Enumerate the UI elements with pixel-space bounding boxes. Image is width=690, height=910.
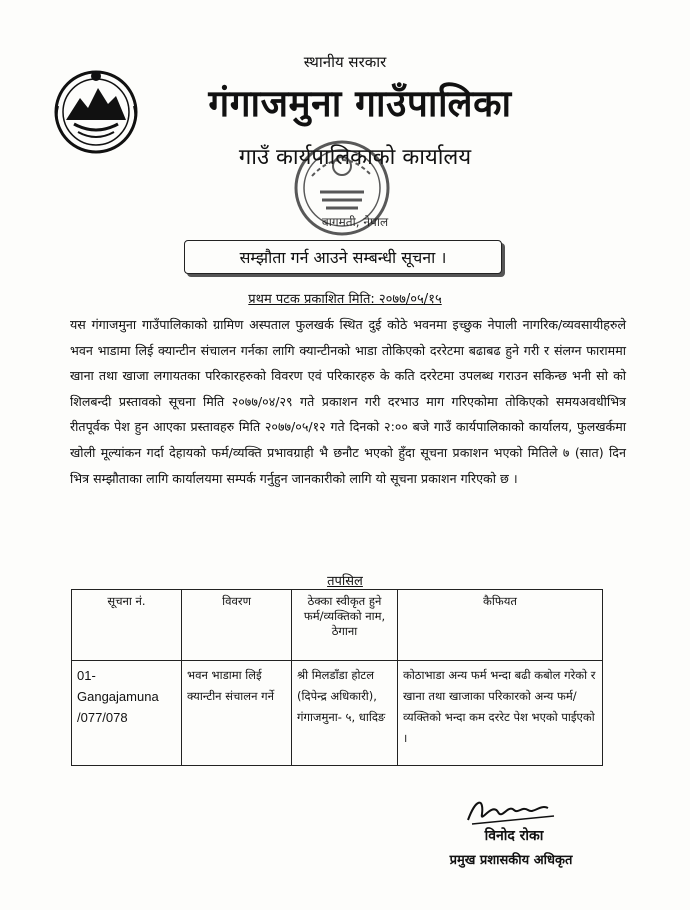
column-header: विवरण <box>182 590 292 661</box>
table-cell: कोठाभाडा अन्य फर्म भन्दा बढी कबोल गरेको र खाना तथा खाजाका परिकारको अन्य फर्म/व्यक्तिको भन्दा कम दररेट पेश भएको पाईएको । <box>398 661 603 766</box>
notice-title: सम्झौता गर्न आउने सम्बन्धी सूचना । <box>239 248 447 267</box>
signatory-name: विनोद रोका <box>484 828 544 844</box>
notice-body: यस गंगाजमुना गाउँपालिकाको ग्रामिण अस्पताल फुलखर्क स्थित दुई कोठे भवनमा इच्छुक नेपाली नागरिक/व्यवसायीहरुले भवन भाडामा लिई क्यान्टीन संचालन गर्नका लागि क्यान्टीनको भाडा तोकिएको दररेटमा बढाबढ हुने गरी र संलग्न फाराममा खाना तथा खाजा लगायतका परिकारहरुको विवरण एवं परिकारहरु के कति दररेटमा उपलब्ध गराउन सकिन्छ भनी सो को शिलबन्दी प्रस्तावको सूचना मिति २०७७/०४/२९ गते प्रकाशन गरी दरभाउ माग गरिएकोमा तोकिएको समयअवधीभित्र रीतपूर्वक पेश हुन आएका प्रस्तावहरु मिति २०७७/०५/१२ गते दिनको २:०० बजे गाउँ कार्यपालिकाको कार्यालय, फुलखर्कमा खोली मूल्यांकन गर्दा देहायको फर्म/व्यक्ति प्रभावग्राही भै छनौट भएको हुँदा सूचना प्रकाशन भएको मितिले ७ (सात) दिन भित्र सम्झौताका लागि कार्यालयमा सम्पर्क गर्नुहुन जानकारीको लागि यो सूचना प्रकाशन गरिएको छ । <box>70 317 626 486</box>
handwritten-signature-icon <box>462 794 562 830</box>
published-date: प्रथम पटक प्रकाशित मिति: २०७७/०५/१५ <box>248 292 442 307</box>
table-cell: 01-Gangajamuna /077/078 <box>72 661 182 766</box>
table-header-row <box>72 590 603 661</box>
notice-title-box <box>184 240 502 274</box>
details-table <box>71 589 603 766</box>
office-name: गाउँ कार्यपालिकाको कार्यालय <box>238 145 472 170</box>
signatory-title: प्रमुख प्रशासकीय अधिकृत <box>449 853 573 868</box>
details-title: तपसिल <box>327 574 363 589</box>
column-header: सूचना नं. <box>72 590 182 661</box>
column-header: कैफियत <box>398 590 603 661</box>
table-row <box>72 661 603 766</box>
table-cell: श्री मिलडाँडा होटल (दिपेन्द्र अधिकारी), गंगाजमुना- ५, धादिङ <box>292 661 398 766</box>
table-cell: भवन भाडामा लिई क्यान्टीन संचालन गर्ने <box>182 661 292 766</box>
office-seal-stamp-icon <box>290 136 394 240</box>
nepal-government-emblem-icon <box>48 62 144 158</box>
local-government-label: स्थानीय सरकार <box>303 53 387 71</box>
municipality-name: गंगाजमुना गाउँपालिका <box>208 81 512 125</box>
office-address: बागमती, नेपाल <box>321 215 389 229</box>
column-header: ठेक्का स्वीकृत हुने फर्म/व्यक्तिको नाम, ठेगाना <box>292 590 398 661</box>
